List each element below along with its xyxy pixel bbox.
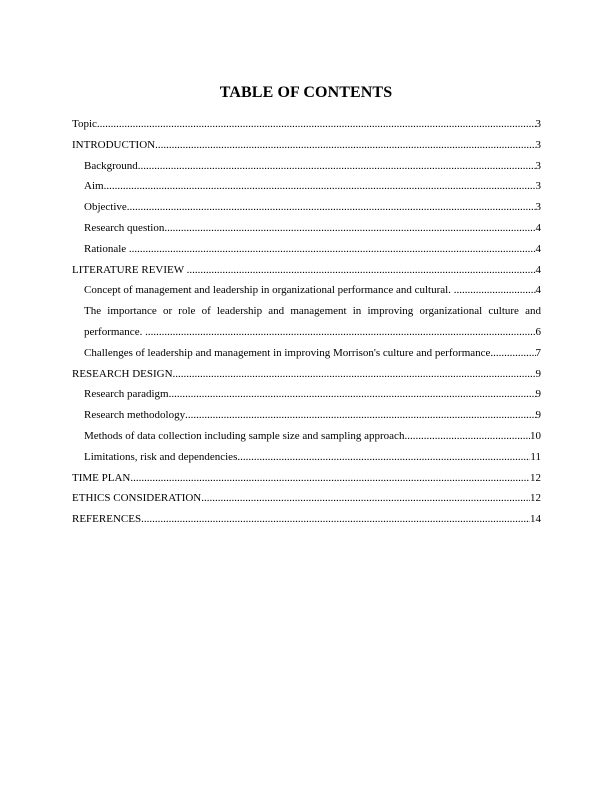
toc-entry-label: Research paradigm	[84, 388, 169, 401]
toc-page-number: 4	[535, 242, 541, 255]
toc-entry-aim[interactable]	[72, 176, 541, 197]
toc-leader-dots	[185, 405, 535, 426]
toc-page-number: 3	[535, 118, 541, 130]
toc-page-number: 10	[530, 429, 541, 442]
toc-leader-dots	[145, 322, 535, 343]
toc-page-number: 12	[530, 471, 541, 484]
toc-page-number: 4	[535, 263, 541, 276]
toc-leader-dots	[104, 176, 536, 197]
toc-entry-ethics[interactable]	[72, 488, 541, 509]
toc-page-number: 9	[535, 367, 541, 380]
toc-entry-label: Concept of management and leadership in organizational performance and cultural.	[84, 284, 454, 297]
toc-entry-label: performance.	[84, 325, 146, 338]
toc-page-number: 6	[535, 325, 541, 338]
toc-entry-research-methodology[interactable]	[72, 405, 541, 426]
toc-entry-importance-line-1[interactable]: The importance or role of leadership and management in improving organizational culture and	[84, 305, 541, 318]
toc-entry-label: Limitations, risk and dependencies	[84, 450, 238, 463]
toc-entry-research-paradigm[interactable]	[72, 384, 541, 405]
toc-entry-time-plan[interactable]	[72, 468, 541, 489]
toc-leader-dots	[97, 114, 536, 135]
toc-entry-label: INTRODUCTION	[72, 138, 156, 151]
toc-page-number: 12	[530, 492, 541, 505]
toc-entry-label: REFERENCES	[72, 513, 142, 526]
toc-entry-label: Topic	[72, 118, 97, 130]
toc-entry-literature-review[interactable]	[72, 260, 541, 281]
toc-entry-label: TIME PLAN	[72, 471, 131, 484]
toc-page-number: 11	[530, 450, 541, 463]
toc-entry-label: Background	[84, 159, 138, 172]
toc-entry-objective[interactable]	[72, 197, 541, 218]
toc-entry-research-question[interactable]	[72, 218, 541, 239]
toc-entry-background[interactable]	[72, 156, 541, 177]
toc-page-number: 9	[535, 409, 541, 422]
toc-leader-dots	[490, 343, 535, 364]
toc-page-number: 4	[535, 284, 541, 297]
toc-page-number: 4	[535, 221, 541, 234]
toc-entry-methods-data-collection[interactable]	[72, 426, 541, 447]
toc-leader-dots	[138, 156, 536, 177]
toc-page-number: 14	[530, 513, 541, 526]
toc-entry-research-design[interactable]	[72, 364, 541, 385]
toc-entry-label: Research methodology	[84, 409, 186, 422]
table-of-contents	[72, 114, 541, 530]
toc-entry-label: Objective	[84, 201, 127, 214]
toc-leader-dots	[169, 384, 536, 405]
toc-leader-dots	[237, 447, 530, 468]
toc-page-number: 3	[535, 138, 541, 151]
toc-leader-dots	[454, 280, 536, 301]
toc-page-number: 9	[535, 388, 541, 401]
toc-page-number: 7	[535, 346, 541, 359]
toc-leader-dots	[141, 509, 530, 530]
toc-entry-limitations[interactable]	[72, 447, 541, 468]
toc-entry-label: Challenges of leadership and management in improving Morrison's culture and performance	[84, 346, 491, 359]
toc-leader-dots	[404, 426, 530, 447]
toc-entry-importance-line-2[interactable]	[72, 322, 541, 343]
toc-leader-dots	[164, 218, 535, 239]
toc-entry-introduction[interactable]	[72, 135, 541, 156]
toc-leader-dots	[173, 364, 536, 385]
toc-entry-label: RESEARCH DESIGN	[72, 367, 173, 380]
toc-leader-dots	[130, 468, 530, 489]
toc-leader-dots	[155, 135, 535, 156]
toc-leader-dots	[127, 197, 536, 218]
toc-entry-concept[interactable]	[72, 280, 541, 301]
toc-leader-dots	[187, 260, 536, 281]
toc-entry-label: LITERATURE REVIEW	[72, 263, 187, 276]
toc-entry-references[interactable]	[72, 509, 541, 530]
toc-entry-label: Methods of data collection including sample size and sampling approach	[84, 429, 405, 442]
toc-page-number: 3	[535, 201, 541, 214]
toc-entry-label: Research question	[84, 221, 165, 234]
toc-entry-challenges[interactable]	[72, 343, 541, 364]
toc-leader-dots	[201, 488, 530, 509]
toc-entry-label: Rationale	[84, 242, 129, 255]
toc-page-number: 3	[535, 159, 541, 172]
toc-entry-topic[interactable]	[72, 114, 541, 135]
toc-entry-rationale[interactable]	[72, 239, 541, 260]
toc-page-number: 3	[535, 180, 541, 193]
toc-entry-label: ETHICS CONSIDERATION	[72, 492, 202, 505]
toc-leader-dots	[129, 239, 536, 260]
toc-title: TABLE OF CONTENTS	[219, 84, 393, 101]
toc-entry-label: Aim	[84, 180, 104, 193]
